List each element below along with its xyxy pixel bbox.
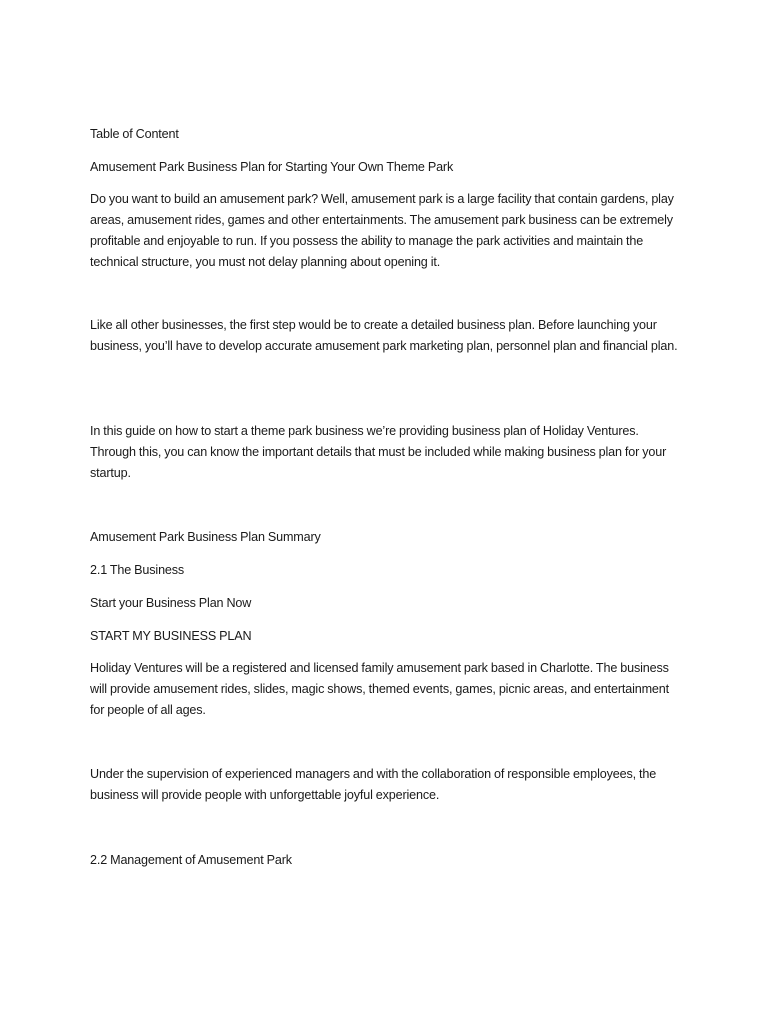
document-title: Amusement Park Business Plan for Starting Your Own Theme Park <box>90 160 454 174</box>
supervision-paragraph: Under the supervision of experienced managers and with the collaboration of responsible employees, the business will provide people with unforgettable joyful experience. <box>90 767 657 802</box>
start-plan-line: Start your Business Plan Now <box>90 596 252 610</box>
first-step-paragraph: Like all other businesses, the first step would be to create a detailed business plan. Before launching your business, you’ll have to develop accurate amusement park marketing plan, personnel plan and financial plan. <box>90 318 678 353</box>
business-paragraph: Holiday Ventures will be a registered and licensed family amusement park based in Charlotte. The business will provide amusement rides, slides, magic shows, themed events, games, picnic areas, and entertainment for people of all ages. <box>90 661 669 717</box>
guide-paragraph: In this guide on how to start a theme park business we’re providing business plan of Holiday Ventures. Through this, you can know the important details that must be included while making business plan for your startup. <box>90 424 667 480</box>
section-2-1-heading: 2.1 The Business <box>90 563 185 577</box>
table-of-content-heading: Table of Content <box>90 127 179 141</box>
start-my-business-plan-text: START MY BUSINESS PLAN <box>90 629 252 643</box>
summary-heading: Amusement Park Business Plan Summary <box>90 530 321 544</box>
section-2-2-heading: 2.2 Management of Amusement Park <box>90 853 292 867</box>
intro-paragraph: Do you want to build an amusement park? Well, amusement park is a large facility that contain gardens, play areas, amusement rides, games and other entertainments. The amusement park business can be extremely profitable and enjoyable to run. If you possess the ability to manage the park activities and maintain the technical structure, you must not delay planning about opening it. <box>90 192 674 269</box>
